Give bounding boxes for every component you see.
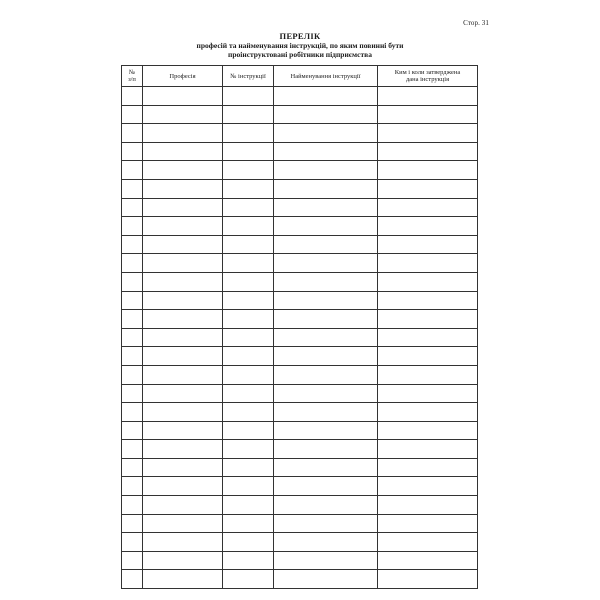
table-row xyxy=(122,403,478,422)
table-cell xyxy=(143,403,223,422)
table-cell xyxy=(274,440,378,459)
table-cell xyxy=(274,533,378,552)
table-cell xyxy=(274,272,378,291)
table-cell xyxy=(143,198,223,217)
column-header-instruction-number-line-1: № інструкції xyxy=(230,72,266,80)
table-cell xyxy=(122,235,143,254)
table-cell xyxy=(378,235,478,254)
table-cell xyxy=(223,440,274,459)
table-cell xyxy=(143,514,223,533)
table-cell xyxy=(274,365,378,384)
table-cell xyxy=(143,477,223,496)
table-cell xyxy=(378,477,478,496)
table-cell xyxy=(274,179,378,198)
table-row xyxy=(122,440,478,459)
table-cell xyxy=(274,328,378,347)
table-row xyxy=(122,310,478,329)
table-cell xyxy=(143,384,223,403)
table-cell xyxy=(274,347,378,366)
table-cell xyxy=(223,87,274,106)
table-cell xyxy=(122,570,143,589)
table-cell xyxy=(122,514,143,533)
table-cell xyxy=(378,496,478,515)
column-header-number-line-2: з/п xyxy=(128,76,136,83)
table-cell xyxy=(122,384,143,403)
table-cell xyxy=(122,403,143,422)
table-cell xyxy=(122,142,143,161)
table-row xyxy=(122,458,478,477)
table-cell xyxy=(223,291,274,310)
column-header-number-line-1: № xyxy=(128,69,136,76)
table-cell xyxy=(274,477,378,496)
table-cell xyxy=(122,217,143,236)
table-cell xyxy=(378,142,478,161)
table-cell xyxy=(223,161,274,180)
table-cell xyxy=(378,161,478,180)
table-cell xyxy=(274,496,378,515)
table-cell xyxy=(122,496,143,515)
table-cell xyxy=(143,87,223,106)
table-cell xyxy=(143,496,223,515)
table-cell xyxy=(223,142,274,161)
table-cell xyxy=(122,254,143,273)
table-cell xyxy=(274,124,378,143)
table-cell xyxy=(223,198,274,217)
table-cell xyxy=(274,514,378,533)
table-cell xyxy=(274,235,378,254)
table-cell xyxy=(223,179,274,198)
table-cell xyxy=(122,458,143,477)
table-cell xyxy=(223,533,274,552)
table-row xyxy=(122,217,478,236)
table-row xyxy=(122,551,478,570)
table-cell xyxy=(122,291,143,310)
table-cell xyxy=(223,477,274,496)
table-row xyxy=(122,533,478,552)
table-cell xyxy=(378,365,478,384)
table-row xyxy=(122,272,478,291)
table-cell xyxy=(378,551,478,570)
table-row xyxy=(122,328,478,347)
table-row xyxy=(122,365,478,384)
table-row xyxy=(122,254,478,273)
table-cell xyxy=(122,272,143,291)
table-row xyxy=(122,291,478,310)
table-row xyxy=(122,179,478,198)
table-cell xyxy=(122,347,143,366)
table-cell xyxy=(378,328,478,347)
table-cell xyxy=(143,105,223,124)
table-cell xyxy=(378,440,478,459)
table-row xyxy=(122,142,478,161)
table-cell xyxy=(274,384,378,403)
table-cell xyxy=(378,217,478,236)
table-cell xyxy=(223,384,274,403)
column-header-profession-line-1: Професія xyxy=(169,72,196,80)
table-cell xyxy=(143,217,223,236)
table-cell xyxy=(143,458,223,477)
table-header-row xyxy=(122,66,478,87)
table-cell xyxy=(223,514,274,533)
table-cell xyxy=(223,421,274,440)
table-cell xyxy=(274,105,378,124)
table-cell xyxy=(143,291,223,310)
table-cell xyxy=(143,179,223,198)
table-cell xyxy=(223,458,274,477)
table-row xyxy=(122,477,478,496)
table-cell xyxy=(274,217,378,236)
table-cell xyxy=(143,272,223,291)
table-cell xyxy=(122,551,143,570)
table-cell xyxy=(274,458,378,477)
table-cell xyxy=(378,384,478,403)
table-cell xyxy=(122,198,143,217)
table-cell xyxy=(223,310,274,329)
table-row xyxy=(122,161,478,180)
table-cell xyxy=(122,421,143,440)
column-header-instruction-name xyxy=(274,66,378,87)
table-cell xyxy=(143,254,223,273)
column-header-instruction-name-line-1: Найменування інструкції xyxy=(290,72,361,80)
table-cell xyxy=(274,87,378,106)
table-cell xyxy=(223,254,274,273)
document-subtitle-line-1: професій та найменування інструкцій, по яким повинні бути xyxy=(196,41,404,50)
table-cell xyxy=(143,440,223,459)
table-cell xyxy=(122,179,143,198)
table-body xyxy=(122,87,478,589)
table-cell xyxy=(223,217,274,236)
table-cell xyxy=(274,198,378,217)
table-cell xyxy=(122,124,143,143)
table-cell xyxy=(223,272,274,291)
table-row xyxy=(122,124,478,143)
table-cell xyxy=(122,477,143,496)
table-cell xyxy=(378,347,478,366)
table-cell xyxy=(378,87,478,106)
table-cell xyxy=(223,124,274,143)
page-number: Стор. 31 xyxy=(463,19,489,27)
table-cell xyxy=(143,328,223,347)
table-cell xyxy=(378,570,478,589)
table-cell xyxy=(122,310,143,329)
table-row xyxy=(122,235,478,254)
column-header-profession xyxy=(143,66,223,87)
table-cell xyxy=(122,87,143,106)
table-cell xyxy=(223,235,274,254)
table-cell xyxy=(223,347,274,366)
table-cell xyxy=(378,254,478,273)
table-row xyxy=(122,105,478,124)
table-cell xyxy=(378,124,478,143)
table-cell xyxy=(143,421,223,440)
table-cell xyxy=(274,291,378,310)
column-header-number xyxy=(122,66,143,87)
table-cell xyxy=(223,328,274,347)
table-cell xyxy=(378,105,478,124)
table-cell xyxy=(274,161,378,180)
column-header-approved-by-line-1: Ким і коли затверджена xyxy=(394,69,461,76)
table-cell xyxy=(122,161,143,180)
table-cell xyxy=(223,570,274,589)
table-cell xyxy=(143,124,223,143)
table-cell xyxy=(223,105,274,124)
table-cell xyxy=(274,254,378,273)
document-title: ПЕРЕЛІК xyxy=(279,31,321,41)
document-subtitle-line-2: проінструктовані робітники підприємства xyxy=(228,50,372,59)
table-cell xyxy=(223,496,274,515)
table-cell xyxy=(274,551,378,570)
table-cell xyxy=(378,310,478,329)
column-header-approved-by-line-2: дана інструкція xyxy=(405,76,450,83)
table-cell xyxy=(378,291,478,310)
table-cell xyxy=(122,328,143,347)
table-cell xyxy=(143,551,223,570)
table-cell xyxy=(378,198,478,217)
table-cell xyxy=(378,458,478,477)
table-row xyxy=(122,421,478,440)
table-row xyxy=(122,87,478,106)
table-cell xyxy=(143,161,223,180)
table-cell xyxy=(274,570,378,589)
table-cell xyxy=(378,421,478,440)
table-row xyxy=(122,496,478,515)
table-cell xyxy=(223,365,274,384)
document-heading xyxy=(120,32,480,59)
table-row xyxy=(122,198,478,217)
column-header-approved-by xyxy=(378,66,478,87)
table-row xyxy=(122,514,478,533)
column-header-instruction-number xyxy=(223,66,274,87)
table-cell xyxy=(143,347,223,366)
table-cell xyxy=(378,533,478,552)
table-cell xyxy=(143,533,223,552)
table-cell xyxy=(122,533,143,552)
table-cell xyxy=(274,142,378,161)
table-cell xyxy=(143,142,223,161)
table-cell xyxy=(143,235,223,254)
instructions-table xyxy=(121,65,478,589)
table-cell xyxy=(378,272,478,291)
table-cell xyxy=(143,570,223,589)
table-cell xyxy=(122,105,143,124)
table-cell xyxy=(122,440,143,459)
table-row xyxy=(122,384,478,403)
table-cell xyxy=(378,514,478,533)
table-cell xyxy=(143,365,223,384)
table-cell xyxy=(274,403,378,422)
table-row xyxy=(122,570,478,589)
table-cell xyxy=(122,365,143,384)
table-cell xyxy=(274,421,378,440)
table-cell xyxy=(378,403,478,422)
table-row xyxy=(122,347,478,366)
table-cell xyxy=(143,310,223,329)
table-cell xyxy=(223,403,274,422)
table-cell xyxy=(223,551,274,570)
table-cell xyxy=(274,310,378,329)
table-cell xyxy=(378,179,478,198)
